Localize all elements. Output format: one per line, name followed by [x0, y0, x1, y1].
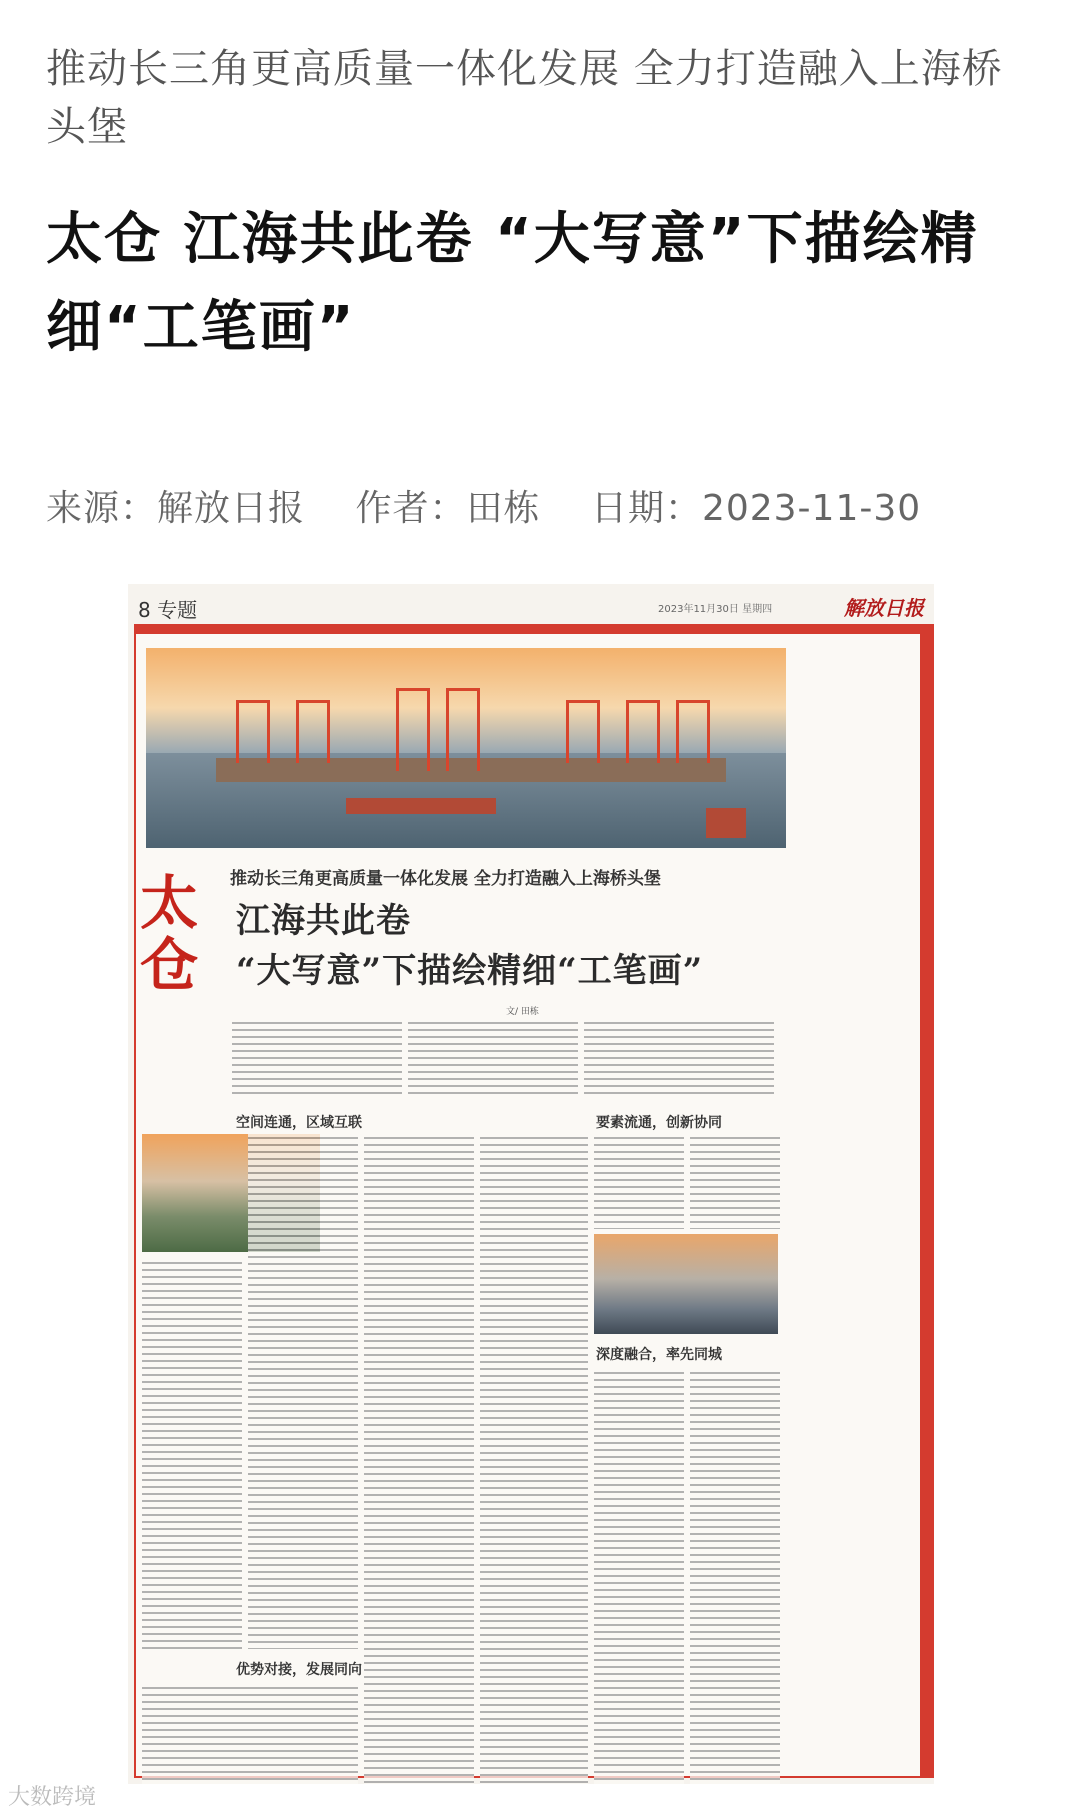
newspaper-header — [138, 592, 924, 622]
article-byline — [46, 480, 1036, 531]
text-column — [584, 1019, 774, 1099]
town-photo — [594, 1234, 778, 1334]
article-date: 日期：2023-11-30 — [590, 488, 922, 529]
article-source: 来源：解放日报 — [46, 488, 306, 529]
text-column — [594, 1134, 684, 1229]
newspaper-title-line2: “大写意”下描绘精细“工笔画” — [236, 951, 704, 991]
text-column — [232, 1019, 402, 1099]
watermark: 大数跨境 — [8, 1785, 97, 1810]
newspaper-page-image — [128, 584, 934, 1784]
section-heading: 要素流通，创新协同 — [596, 1115, 722, 1131]
text-column — [690, 1134, 780, 1229]
article-kicker: 推动长三角更高质量一体化发展 全力打造融入上海桥头堡 — [46, 46, 1003, 150]
newspaper-deck: 推动长三角更高质量一体化发展 全力打造融入上海桥头堡 — [230, 869, 661, 889]
newspaper-author-tag: 文/ 田栋 — [506, 1007, 539, 1017]
newspaper-main-title — [236, 896, 703, 996]
text-column — [690, 1369, 780, 1784]
article-author: 作者：田栋 — [355, 488, 541, 529]
text-column — [408, 1019, 578, 1099]
text-column — [480, 1134, 588, 1784]
text-column — [594, 1369, 684, 1784]
newspaper-frame — [134, 624, 934, 1778]
newspaper-page-number: 8 专题 — [138, 598, 198, 622]
section-heading: 深度融合，率先同城 — [596, 1347, 722, 1363]
newspaper-masthead-logo: 解放日报 — [844, 596, 924, 620]
text-column — [142, 1259, 242, 1649]
newspaper-date-line: 2023年11月30日 星期四 — [658, 604, 773, 615]
newspaper-title-line1: 江海共此卷 — [236, 901, 411, 941]
article-headline: 太仓 江海共此卷 “大写意”下描绘精细“工笔画” — [46, 207, 979, 360]
section-heading: 优势对接，发展同向 — [236, 1662, 362, 1678]
text-column — [248, 1134, 358, 1649]
text-column — [364, 1134, 474, 1784]
port-photo — [146, 648, 786, 848]
newspaper-city-char: 太仓 — [140, 869, 199, 999]
section-heading: 空间连通，区域互联 — [236, 1115, 362, 1131]
text-column — [142, 1684, 358, 1784]
